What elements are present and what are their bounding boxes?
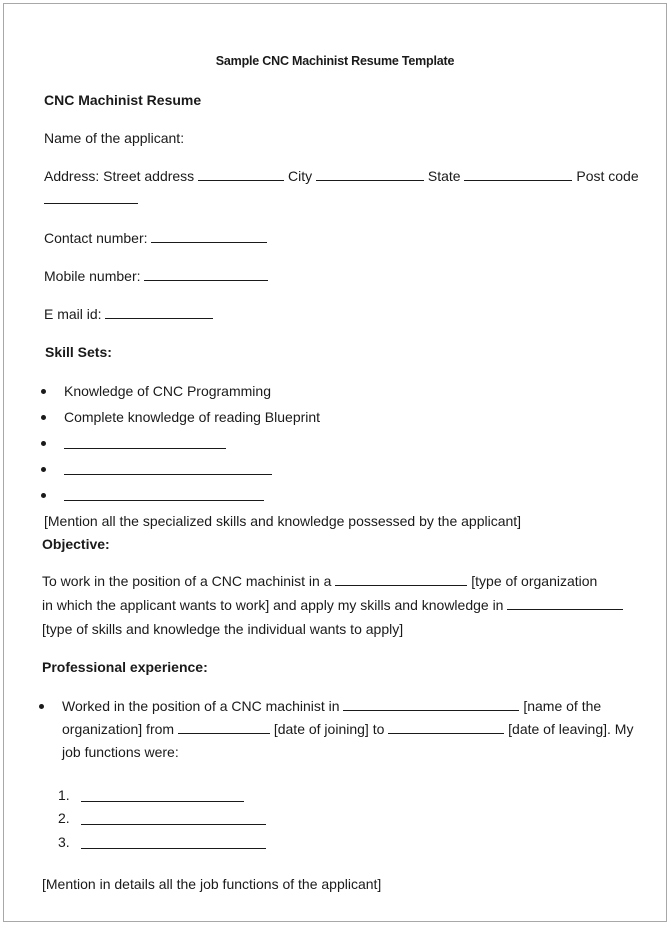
experience-text-1b: [name of the (523, 698, 602, 714)
skill-blank (64, 448, 226, 449)
email-line (44, 306, 213, 323)
email-label: E mail id: (44, 306, 102, 322)
experience-text-2c: [date of leaving]. My (508, 721, 634, 737)
post-code-blank (44, 203, 138, 204)
objective-text-1b: [type of organization (471, 573, 598, 589)
experience-text-2b: [date of joining] to (273, 721, 385, 737)
skill-item: Complete knowledge of reading Blueprint (64, 409, 321, 425)
contact-line (44, 230, 267, 247)
experience-line-3: job functions were: (62, 744, 179, 760)
street-blank (198, 168, 284, 181)
leaving-date-blank (388, 721, 504, 734)
post-code-label: Post code (576, 168, 639, 184)
organization-name-blank (343, 698, 519, 711)
mobile-line (44, 268, 268, 285)
job-number: 3. (58, 834, 70, 850)
experience-line-1 (62, 698, 601, 715)
experience-note: [Mention in details all the job functions of the applicant] (42, 876, 382, 892)
name-field-label: Name of the applicant: (44, 130, 185, 146)
experience-line-2 (62, 721, 633, 738)
city-blank (316, 168, 424, 181)
skill-blank (64, 474, 272, 475)
resume-page (3, 3, 667, 922)
job-number: 1. (58, 787, 70, 803)
objective-text-1a: To work in the position of a CNC machinist in a (42, 573, 332, 589)
bullet-icon (41, 493, 46, 498)
experience-heading: Professional experience: (42, 659, 208, 675)
skills-area-blank (507, 597, 623, 610)
bullet-icon (41, 415, 46, 420)
objective-line-3: [type of skills and knowledge the individual wants to apply] (42, 621, 404, 637)
resume-heading: CNC Machinist Resume (44, 92, 202, 108)
email-blank (105, 306, 213, 319)
skills-note: [Mention all the specialized skills and knowledge possessed by the applicant] (44, 513, 522, 529)
mobile-label: Mobile number: (44, 268, 141, 284)
bullet-icon (39, 704, 44, 709)
job-number: 2. (58, 810, 70, 826)
job-function-blank (81, 801, 244, 802)
contact-label: Contact number: (44, 230, 148, 246)
address-line (44, 168, 639, 185)
joining-date-blank (178, 721, 270, 734)
city-label: City (287, 168, 313, 184)
skill-item: Knowledge of CNC Programming (64, 383, 271, 399)
skills-heading: Skill Sets: (45, 344, 112, 360)
experience-text-2a: organization] from (62, 721, 175, 737)
mobile-blank (144, 268, 268, 281)
objective-line-1 (42, 573, 597, 590)
state-blank (464, 168, 572, 181)
experience-text-1a: Worked in the position of a CNC machinist in (62, 698, 340, 714)
bullet-icon (41, 441, 46, 446)
objective-line-2 (42, 597, 623, 614)
organization-blank (335, 573, 467, 586)
job-function-blank (81, 848, 266, 849)
skill-blank (64, 500, 264, 501)
bullet-icon (41, 467, 46, 472)
state-label: State (427, 168, 461, 184)
document-title: Sample CNC Machinist Resume Template (215, 54, 455, 68)
bullet-icon (41, 389, 46, 394)
job-function-blank (81, 824, 266, 825)
contact-blank (151, 230, 267, 243)
address-label: Address: Street address (44, 168, 195, 184)
objective-text-2a: in which the applicant wants to work] and apply my skills and knowledge in (42, 597, 504, 613)
objective-heading: Objective: (42, 536, 110, 552)
